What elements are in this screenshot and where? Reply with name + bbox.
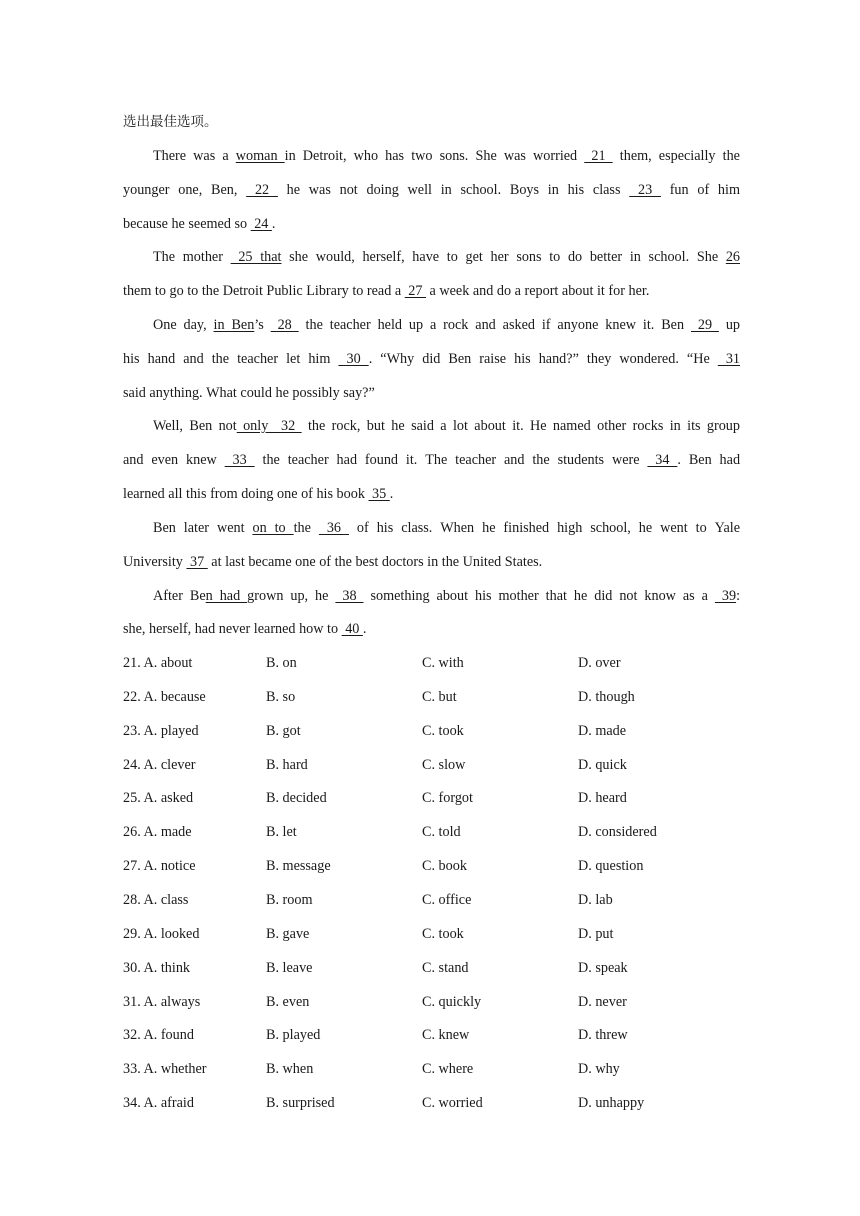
passage-text: : [736, 588, 741, 604]
option-choice: C. stand [422, 960, 469, 976]
passage-text: ’s [254, 317, 271, 333]
passage-text: and even knew [123, 452, 225, 468]
option-choice: B. let [266, 824, 297, 840]
option-row [123, 748, 740, 782]
option-choice: C. knew [422, 1027, 470, 1043]
passage-text: he was not doing well in school. Boys in his class [277, 182, 630, 198]
blank-number: only 32 [236, 418, 302, 434]
passage-text: the [293, 520, 319, 536]
passage-line [123, 139, 740, 173]
option-choice: 26. A. made [123, 824, 192, 840]
option-choice: C. quickly [422, 994, 482, 1010]
option-choice: 27. A. notice [123, 858, 196, 874]
passage-text: a week and do a report about it for her. [426, 283, 650, 299]
option-choice: 28. A. class [123, 892, 189, 908]
blank-number: 34 [647, 452, 678, 468]
option-choice: B. room [266, 892, 313, 908]
blank-number: 35 [368, 486, 390, 502]
blank-number: 28 [270, 317, 299, 333]
option-choice: D. never [578, 994, 627, 1010]
option-choice: B. on [266, 655, 297, 671]
blank-number: 40 [341, 621, 363, 637]
option-row [123, 714, 740, 748]
passage-line [123, 376, 740, 410]
option-choice: D. speak [578, 960, 628, 976]
option-choice: D. why [578, 1061, 620, 1077]
blank-number: 38 [335, 588, 364, 604]
blank-number: on to [252, 520, 294, 536]
option-row [123, 1052, 740, 1086]
blank-number: 21 [584, 148, 613, 164]
option-choice: 22. A. because [123, 689, 206, 705]
option-choice: 29. A. looked [123, 926, 200, 942]
option-choice: B. so [266, 689, 296, 705]
instruction-text: 选出最佳选项。 [123, 114, 218, 130]
passage-line [123, 274, 740, 308]
option-choice: C. forgot [422, 790, 473, 806]
option-choice: 34. A. afraid [123, 1095, 194, 1111]
option-choice: D. made [578, 723, 627, 739]
passage-text: . [389, 486, 394, 502]
blank-number: 37 [186, 554, 208, 570]
option-choice: D. lab [578, 892, 613, 908]
option-row [123, 917, 740, 951]
passage-line [123, 545, 740, 579]
option-choice: C. office [422, 892, 472, 908]
option-choice: 21. A. about [123, 655, 193, 671]
passage-text: After Be [153, 588, 206, 604]
passage-line [123, 240, 740, 274]
option-choice: 33. A. whether [123, 1061, 207, 1077]
blank-number: 36 [318, 520, 349, 536]
option-row [123, 680, 740, 714]
passage-text: . Ben had [677, 452, 741, 468]
option-choice: D. over [578, 655, 621, 671]
option-row [123, 849, 740, 883]
option-choice: C. with [422, 655, 464, 671]
option-choice: C. but [422, 689, 457, 705]
passage-text: The mother [153, 249, 231, 265]
blank-number: 39 [714, 588, 737, 604]
option-choice: 32. A. found [123, 1027, 194, 1043]
passage-text: she would, herself, have to get her sons to do better in school. She [281, 249, 726, 265]
passage-text: University [123, 554, 187, 570]
option-choice: B. even [266, 994, 310, 1010]
passage-text: the teacher held up a rock and asked if anyone knew it. Ben [298, 317, 691, 333]
option-row [123, 1086, 740, 1120]
option-choice: B. when [266, 1061, 314, 1077]
passage-text: younger one, Ben, [123, 182, 247, 198]
passage-line [123, 173, 740, 207]
passage-text: There was a [153, 148, 236, 164]
option-row [123, 883, 740, 917]
passage-text: the rock, but he said a lot about it. He named other rocks in its group [301, 418, 740, 434]
option-row [123, 985, 740, 1019]
passage-text: One day, [153, 317, 214, 333]
passage-line [123, 477, 740, 511]
passage-text: of his class. When he finished high school, he went to Yale [348, 520, 740, 536]
passage-text: grown up, he [247, 588, 336, 604]
passage-text: up [718, 317, 740, 333]
blank-number: 27 [404, 283, 426, 299]
option-choice: D. threw [578, 1027, 628, 1043]
option-choice: B. got [266, 723, 301, 739]
option-choice: D. question [578, 858, 644, 874]
passage-text: Ben later went [153, 520, 253, 536]
option-row [123, 646, 740, 680]
option-choice: D. quick [578, 757, 627, 773]
option-choice: 30. A. think [123, 960, 191, 976]
option-choice: B. surprised [266, 1095, 335, 1111]
option-choice: C. took [422, 926, 464, 942]
option-choice: C. took [422, 723, 464, 739]
passage-text: she, herself, had never learned how to [123, 621, 342, 637]
option-choice: D. heard [578, 790, 627, 806]
option-choice: B. decided [266, 790, 327, 806]
blank-number: 26 [725, 249, 740, 265]
blank-number: 24 [250, 216, 272, 232]
option-choice: 25. A. asked [123, 790, 194, 806]
passage-text: Well, Ben not [153, 418, 237, 434]
option-choice: D. put [578, 926, 614, 942]
passage-text: . [271, 216, 276, 232]
option-choice: B. leave [266, 960, 313, 976]
option-choice: 23. A. played [123, 723, 199, 739]
option-choice: D. unhappy [578, 1095, 645, 1111]
passage-line [123, 612, 740, 646]
option-choice: B. message [266, 858, 331, 874]
passage-text: them to go to the Detroit Public Library to read a [123, 283, 405, 299]
blank-number: n had [205, 588, 248, 604]
option-choice: D. considered [578, 824, 657, 840]
option-choice: C. book [422, 858, 467, 874]
passage-text: . [362, 621, 367, 637]
blank-number: 31 [717, 351, 741, 367]
option-row [123, 951, 740, 985]
passage-text: them, especially the [612, 148, 740, 164]
option-choice: B. gave [266, 926, 310, 942]
blank-number: woman [235, 148, 285, 164]
passage-text: . “Why did Ben raise his hand?” they wondered. “He [368, 351, 718, 367]
passage-line [123, 342, 740, 376]
option-row [123, 815, 740, 849]
option-choice: B. played [266, 1027, 321, 1043]
passage-line [123, 207, 740, 241]
option-row [123, 1018, 740, 1052]
option-choice: C. where [422, 1061, 474, 1077]
blank-number: 33 [224, 452, 255, 468]
blank-number: 29 [690, 317, 719, 333]
passage-text: said anything. What could he possibly say?” [123, 385, 375, 401]
passage-line [123, 443, 740, 477]
option-choice: D. though [578, 689, 635, 705]
blank-number: 23 [629, 182, 661, 198]
blank-number: 22 [246, 182, 278, 198]
blank-number: 30 [338, 351, 369, 367]
passage-text: in Detroit, who has two sons. She was worried [284, 148, 585, 164]
passage-text: learned all this from doing one of his book [123, 486, 369, 502]
passage-text: at last became one of the best doctors in the United States. [207, 554, 543, 570]
passage-text: fun of him [660, 182, 740, 198]
passage-line [123, 308, 740, 342]
passage-line [123, 409, 740, 443]
passage-line [123, 511, 740, 545]
option-choice: 24. A. clever [123, 757, 196, 773]
passage-line [123, 579, 740, 613]
passage-text: his hand and the teacher let him [123, 351, 339, 367]
option-choice: 31. A. always [123, 994, 201, 1010]
option-row [123, 781, 740, 815]
option-choice: C. slow [422, 757, 466, 773]
option-choice: C. worried [422, 1095, 483, 1111]
passage-text: because he seemed so [123, 216, 251, 232]
blank-number: in Ben [213, 317, 255, 333]
option-choice: B. hard [266, 757, 308, 773]
blank-number: 25 that [230, 249, 282, 265]
passage-text: the teacher had found it. The teacher and the students were [254, 452, 648, 468]
passage-text: something about his mother that he did not know as a [363, 588, 715, 604]
option-choice: C. told [422, 824, 461, 840]
